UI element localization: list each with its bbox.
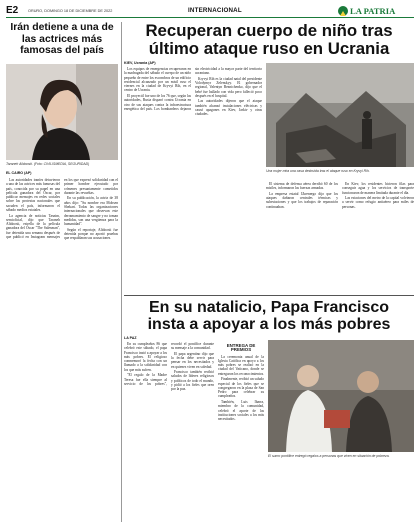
page-header	[6, 4, 414, 18]
pope-paragraph: El papa argentino dijo que la fecha debe servir para pensar en los necesitados y en quienes viven en soledad.	[171, 351, 214, 369]
iran-paragraph: En su publicación, la actriz de 38 años dijo: "Su nombre era Mohsen Shekari. Todas las organizaciones internacionales que observan este derramamiento de sangre y no toman medidas, son una vergüenza para la humanidad".	[64, 196, 118, 227]
pope-paragraph: "El regalo de la Madre Teresa fue ella siempre al servicio de los pobres", recordó el pontífice durante su mensaje a la comunidad.	[124, 342, 214, 386]
iran-byline: EL CAIRO (AP)	[6, 171, 32, 175]
pope-paragraph: La ceremonia anual de la Iglesia Católica en apoyo a los más pobres se realizó en la ciudad del Vaticano, donde se entregaron los reconocimientos.	[218, 354, 265, 376]
pope-paragraph: También, Luis Ibarra, miembro de la comunidad, celebró el aporte de las instituciones sociales a los más necesitados.	[218, 399, 264, 422]
pope-byline: LA PAZ	[124, 336, 137, 340]
pope-subhead: ENTREGA DE PREMIOS	[226, 343, 256, 353]
date-line: ORURO, DOMINGO 18 DE DICIEMBRE DE 2022	[28, 9, 113, 13]
pope-with-people-image	[268, 340, 414, 452]
ukraine-photo-caption: Una mujer mira una casa destruida tras el ataque ruso en Kryvyi Rih.	[266, 169, 370, 173]
ukraine-paragraph: La empresa estatal Ukrenergo dijo que los ataques dañaron centrales térmicas y subestaciones y que los trabajos de reparación continuaban.	[266, 191, 338, 209]
ukraine-paragraph: El proyectil fue uno de los 76 que, según las autoridades, Rusia disparó contra Ucrania en otro de sus ataques contra la infraestructura energética del país. Los bombardeos dejaron sin electricidad a la mayor parte del territorio ucraniano.	[124, 67, 262, 111]
pope-photo	[268, 340, 414, 452]
pope-paragraph: Francisco también recibió saludos de líderes religiosos y políticos de todo el mundo, y pidió a los fieles que oren por la paz.	[171, 370, 214, 392]
page-code: E2	[6, 5, 19, 16]
newspaper-logo	[338, 5, 395, 16]
pope-body-middle	[218, 342, 264, 522]
iran-paragraph: La agencia de noticias Tasnim, semioficial, dijo que Taraneh Alidoosti, estrella de la película ganadora del Óscar "The Salesman", fue detenida una semana después de que publicó en Instagram mensajes en los que expresó solidaridad con el primer hombre ejecutado por crímenes presuntamente cometidos durante las revueltas.	[6, 178, 118, 240]
ukraine-body-left	[124, 67, 262, 289]
iran-photo	[6, 64, 118, 160]
story-ukraine	[124, 22, 414, 292]
iran-body	[6, 178, 118, 518]
iran-paragraph: Las autoridades iraníes detuvieron a una de las actrices más famosas del país, conocida por su papel en una película ganadora del Óscar, por publicar mensajes en redes sociales sobre las protestas nacionales que sacuden el país, informaron el sábado medios estatales.	[6, 178, 60, 213]
ukraine-paragraph: Las estaciones del metro de la capital volvieron a servir como refugio antiaéreo para miles de personas.	[342, 196, 414, 209]
iran-paragraph: Según el reportaje, Alidoosti fue detenida porque no aportó pruebas que respaldaran sus acusaciones.	[64, 227, 118, 241]
ukraine-byline: KIEV, Ucrania (AP)	[124, 61, 156, 65]
story-divider	[124, 295, 414, 296]
pope-headline-line2: insta a apoyar a los más pobres	[147, 316, 391, 333]
destroyed-house-image	[266, 63, 414, 167]
pope-paragraph: Finalmente, recibió un saludo especial de los fieles que se congregaron en la plaza de San Pedro para celebrar su cumpleaños.	[218, 377, 264, 399]
pope-paragraph: En su cumpleaños 86 que celebró este sábado, el papa Francisco instó a apoyar a los más pobres. El religioso conmemoró la fecha con un llamado a la solidaridad con los que más sufren.	[124, 342, 167, 372]
iran-photo-caption: Taraneh Alidoosti. (Foto: CIVILISMEDIA, SEGURIDAD)	[6, 162, 90, 166]
story-iran	[6, 22, 118, 522]
pope-body-left	[124, 342, 214, 522]
ukraine-body-right	[266, 182, 414, 290]
section-name: INTERNACIONAL	[188, 7, 242, 14]
story-pope	[124, 299, 414, 523]
ukraine-paragraph: El sistema de defensa aérea derribó 60 de los misiles, informaron las fuerzas armadas.	[266, 182, 338, 191]
logo-text: LA PATRIA	[350, 5, 396, 16]
ukraine-paragraph: Kryvyi Rih es la ciudad natal del presidente Volodymyr Zelenskyy. El gobernador regional, Valentyn Reznichenko, dijo que el bebé fue hallado con vida pero falleció poco después en el hospital.	[195, 76, 262, 98]
pope-photo-caption: El sumo pontífice entregó regalos a personas que viven en situación de pobreza.	[268, 454, 390, 458]
logo-mark-icon	[338, 6, 348, 16]
ukraine-photo	[266, 63, 414, 167]
ukraine-paragraph: Los equipos de emergencias recuperaron en la madrugada del sábado el cuerpo de un niño pequeño de entre los escombros de un edificio residencial alcanzado por un misil ruso el viernes en la ciudad de Kryvyi Rih, en el centro de Ucrania.	[124, 67, 191, 93]
pope-headline-line1: En su natalicio, Papa Francisco	[148, 299, 390, 316]
actress-portrait-image	[6, 64, 118, 160]
ukraine-headline: Recuperan cuerpo de niño tras último ataque ruso en Ucrania	[145, 21, 393, 58]
iran-headline: Irán detiene a una de las actrices más famosas del país	[10, 22, 114, 57]
ukraine-paragraph: Las autoridades dijeron que el ataque también alcanzó instalaciones eléctricas y causó apagones en Kiev, Jarkiv y otras ciudades.	[195, 99, 262, 117]
ukraine-paragraph: En Kiev, los residentes hicieron filas para conseguir agua y los servicios de transporte funcionaron de manera limitada durante el día.	[342, 182, 414, 195]
column-divider	[121, 22, 122, 522]
